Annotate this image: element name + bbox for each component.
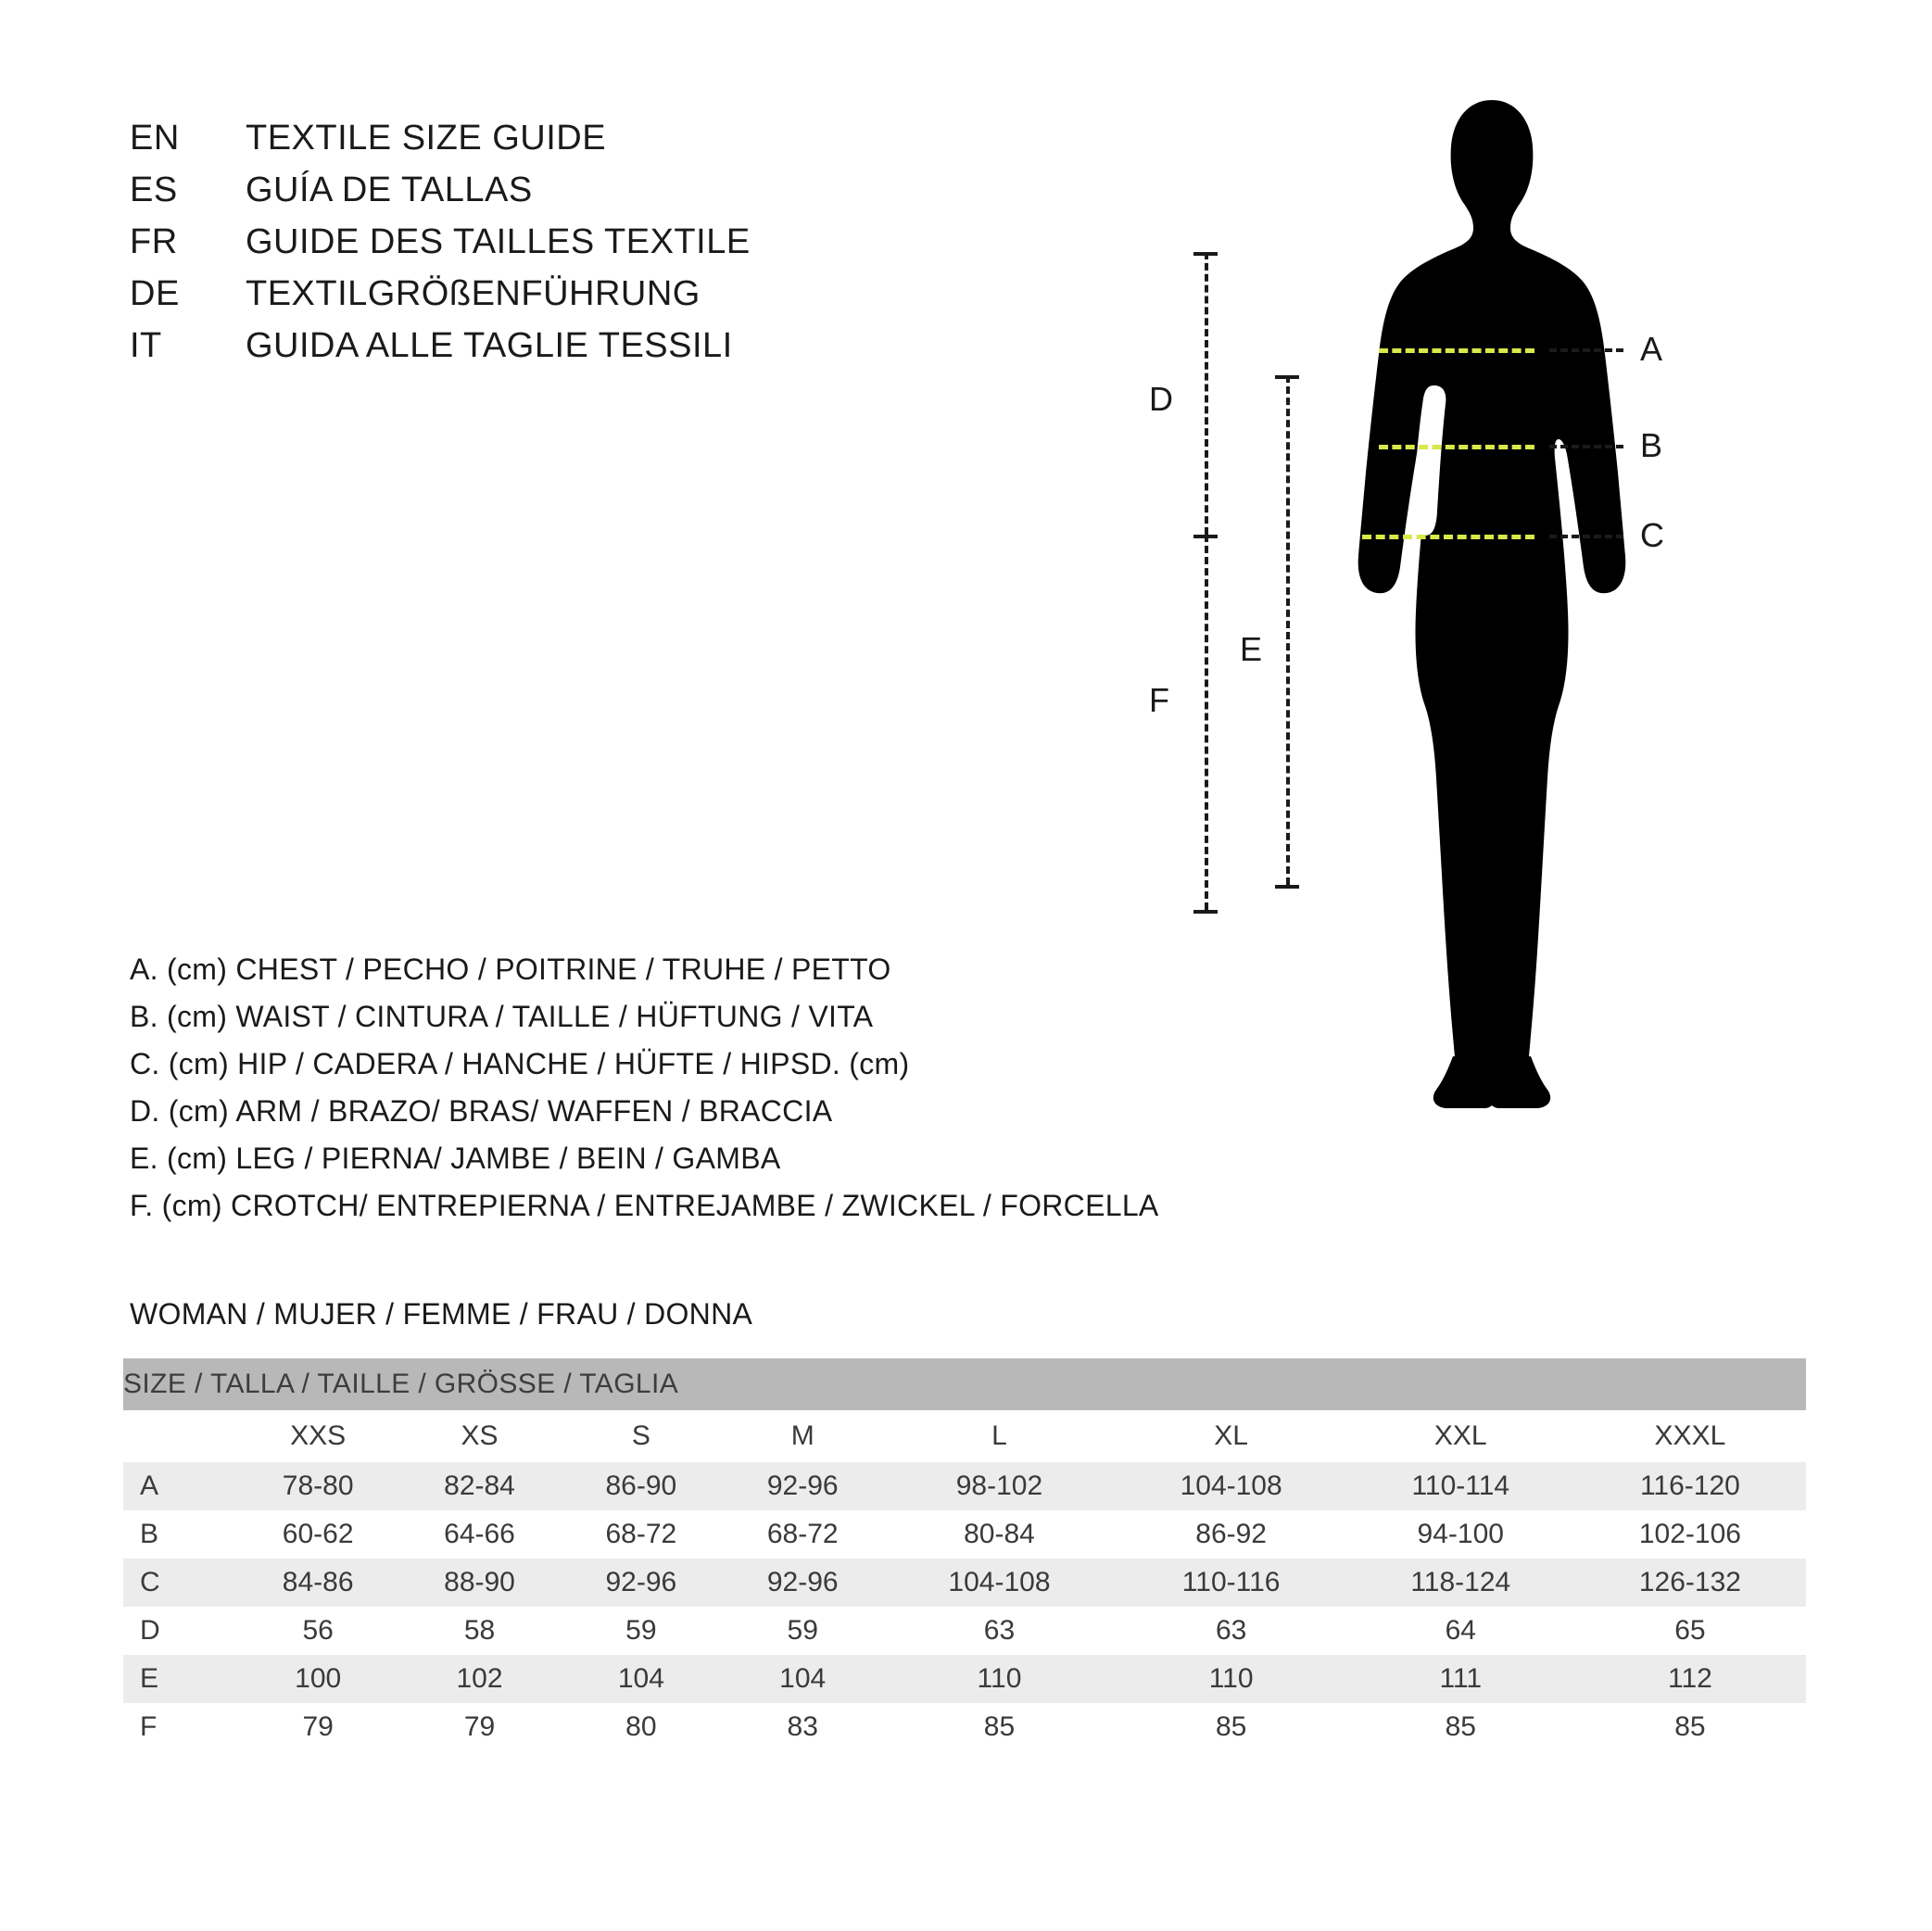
table-header-label: SIZE / TALLA / TAILLE / GRÖSSE / TAGLIA [123, 1358, 1806, 1410]
size-xs: XS [398, 1410, 560, 1462]
title-row [130, 170, 890, 222]
cell-e-l: 110 [883, 1655, 1115, 1703]
marker-label-b: B [1640, 426, 1663, 464]
cell-f-xl: 85 [1116, 1703, 1347, 1751]
table-row [123, 1462, 1806, 1510]
title-lang-es: ES [130, 170, 178, 209]
cell-c-l: 104-108 [883, 1559, 1115, 1607]
cell-f-s: 80 [561, 1703, 722, 1751]
size-row-corner [123, 1410, 237, 1462]
legend-item-b: B. (cm) WAIST / CINTURA / TAILLE / HÜFTUNG / VITA [130, 1000, 874, 1033]
chest-measure-line [1379, 348, 1534, 353]
cell-d-xxxl: 65 [1574, 1607, 1806, 1655]
marker-label-c: C [1640, 516, 1664, 554]
marker-label-f: F [1149, 681, 1169, 719]
table-row [123, 1559, 1806, 1607]
cell-a-xxl: 110-114 [1347, 1462, 1574, 1510]
marker-label-a: A [1640, 330, 1663, 368]
table-row [123, 1655, 1806, 1703]
row-label-b: B [123, 1510, 237, 1559]
cell-a-m: 92-96 [722, 1462, 883, 1510]
legend-item-d: D. (cm) ARM / BRAZO/ BRAS/ WAFFEN / BRACCIA [130, 1094, 833, 1128]
woman-silhouette-icon [1344, 93, 1640, 1167]
cell-e-xxs: 100 [237, 1655, 398, 1703]
cell-c-xs: 88-90 [398, 1559, 560, 1607]
row-label-e: E [123, 1655, 237, 1703]
cell-c-xxs: 84-86 [237, 1559, 398, 1607]
size-s: S [561, 1410, 722, 1462]
legend-block [130, 954, 1242, 1238]
cell-a-xxs: 78-80 [237, 1462, 398, 1510]
marker-label-d: D [1149, 380, 1173, 418]
title-row [130, 222, 890, 274]
chest-leader-line [1549, 348, 1623, 352]
title-lang-en: EN [130, 119, 180, 158]
hip-leader-line [1549, 535, 1623, 538]
size-xxxl: XXXL [1574, 1410, 1806, 1462]
leg-bracket-cap-bottom [1275, 885, 1299, 889]
title-text-fr: GUIDE DES TAILLES TEXTILE [246, 222, 751, 261]
cell-f-xxs: 79 [237, 1703, 398, 1751]
cell-b-s: 68-72 [561, 1510, 722, 1559]
cell-c-xxxl: 126-132 [1574, 1559, 1806, 1607]
size-l: L [883, 1410, 1115, 1462]
cell-c-xxl: 118-124 [1347, 1559, 1574, 1607]
title-row [130, 119, 890, 170]
leg-bracket-cap-top [1275, 375, 1299, 379]
title-row [130, 274, 890, 326]
legend-item-e: E. (cm) LEG / PIERNA/ JAMBE / BEIN / GAMBA [130, 1142, 781, 1175]
table-row [123, 1703, 1806, 1751]
cell-f-l: 85 [883, 1703, 1115, 1751]
leg-bracket-line [1286, 375, 1290, 885]
crotch-bracket-cap-bottom [1193, 910, 1218, 914]
cell-f-xxl: 85 [1347, 1703, 1574, 1751]
cell-e-xxl: 111 [1347, 1655, 1574, 1703]
cell-b-xxl: 94-100 [1347, 1510, 1574, 1559]
cell-c-xl: 110-116 [1116, 1559, 1347, 1607]
cell-b-xl: 86-92 [1116, 1510, 1347, 1559]
hip-measure-line [1362, 535, 1534, 539]
cell-e-m: 104 [722, 1655, 883, 1703]
cell-d-s: 59 [561, 1607, 722, 1655]
cell-f-m: 83 [722, 1703, 883, 1751]
arm-bracket-cap-top [1193, 252, 1218, 256]
title-lang-it: IT [130, 326, 162, 365]
size-m: M [722, 1410, 883, 1462]
arm-bracket-line [1205, 252, 1208, 535]
cell-e-s: 104 [561, 1655, 722, 1703]
cell-a-xs: 82-84 [398, 1462, 560, 1510]
legend-item-a: A. (cm) CHEST / PECHO / POITRINE / TRUHE / PETTO [130, 953, 891, 986]
table-header-row [123, 1358, 1806, 1410]
size-xxs: XXS [237, 1410, 398, 1462]
title-row [130, 326, 890, 378]
legend-item-c: C. (cm) HIP / CADERA / HANCHE / HÜFTE / HIPSD. (cm) [130, 1047, 910, 1080]
cell-d-xl: 63 [1116, 1607, 1347, 1655]
row-label-a: A [123, 1462, 237, 1510]
row-label-f: F [123, 1703, 237, 1751]
waist-leader-line [1549, 445, 1623, 448]
gender-label: WOMAN / MUJER / FEMME / FRAU / DONNA [130, 1297, 753, 1331]
size-xxl: XXL [1347, 1410, 1574, 1462]
cell-b-xxxl: 102-106 [1574, 1510, 1806, 1559]
cell-a-xxxl: 116-120 [1574, 1462, 1806, 1510]
cell-b-xxs: 60-62 [237, 1510, 398, 1559]
cell-d-m: 59 [722, 1607, 883, 1655]
waist-measure-line [1379, 445, 1534, 449]
table-row [123, 1510, 1806, 1559]
cell-e-xxxl: 112 [1574, 1655, 1806, 1703]
table-size-row [123, 1410, 1806, 1462]
cell-d-l: 63 [883, 1607, 1115, 1655]
cell-a-s: 86-90 [561, 1462, 722, 1510]
cell-d-xxl: 64 [1347, 1607, 1574, 1655]
cell-f-xs: 79 [398, 1703, 560, 1751]
title-text-de: TEXTILGRÖßENFÜHRUNG [246, 274, 701, 313]
cell-e-xs: 102 [398, 1655, 560, 1703]
cell-a-l: 98-102 [883, 1462, 1115, 1510]
legend-item-f: F. (cm) CROTCH/ ENTREPIERNA / ENTREJAMBE / ZWICKEL / FORCELLA [130, 1189, 1159, 1222]
title-block [130, 119, 890, 378]
marker-label-e: E [1240, 630, 1263, 668]
cell-d-xs: 58 [398, 1607, 560, 1655]
table-row [123, 1607, 1806, 1655]
title-text-es: GUÍA DE TALLAS [246, 170, 533, 209]
title-lang-de: DE [130, 274, 180, 313]
size-table [123, 1358, 1806, 1751]
crotch-bracket-line [1205, 535, 1208, 910]
cell-e-xl: 110 [1116, 1655, 1347, 1703]
row-label-d: D [123, 1607, 237, 1655]
title-text-it: GUIDA ALLE TAGLIE TESSILI [246, 326, 733, 365]
row-label-c: C [123, 1559, 237, 1607]
title-lang-fr: FR [130, 222, 178, 261]
cell-d-xxs: 56 [237, 1607, 398, 1655]
cell-f-xxxl: 85 [1574, 1703, 1806, 1751]
cell-a-xl: 104-108 [1116, 1462, 1347, 1510]
cell-b-l: 80-84 [883, 1510, 1115, 1559]
size-xl: XL [1116, 1410, 1347, 1462]
measurement-diagram [1149, 74, 1844, 1167]
cell-b-m: 68-72 [722, 1510, 883, 1559]
cell-b-xs: 64-66 [398, 1510, 560, 1559]
cell-c-m: 92-96 [722, 1559, 883, 1607]
title-text-en: TEXTILE SIZE GUIDE [246, 119, 607, 158]
cell-c-s: 92-96 [561, 1559, 722, 1607]
